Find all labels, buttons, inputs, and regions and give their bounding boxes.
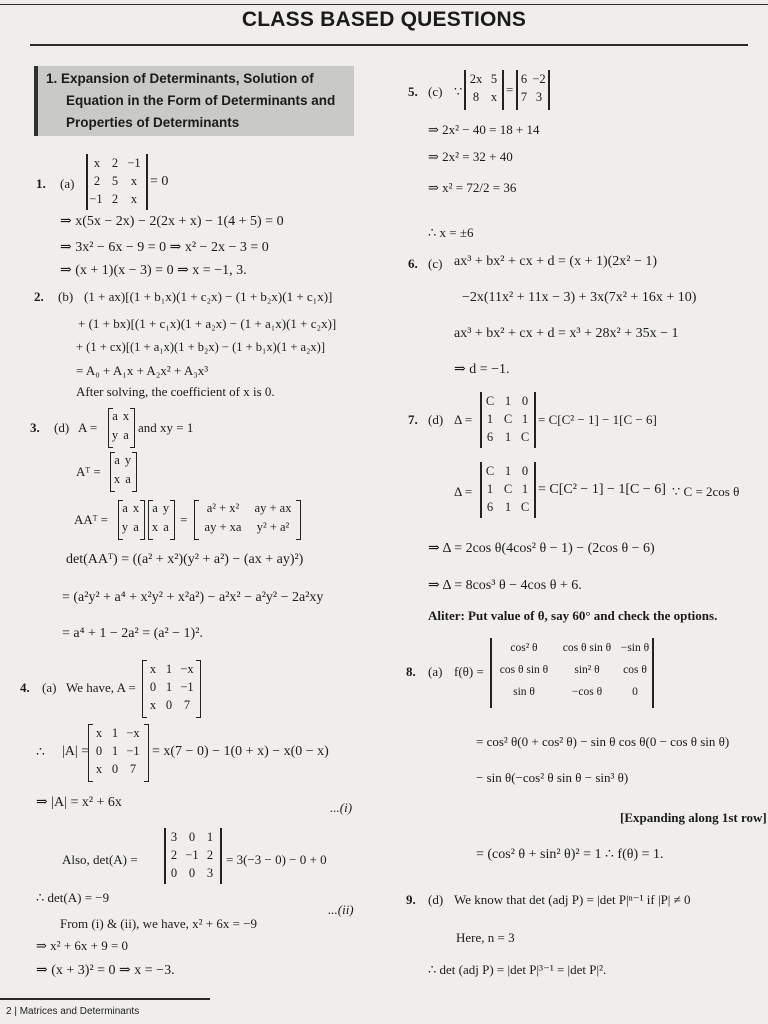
q4-a-cell: 0	[149, 680, 157, 694]
q4-a-bracket-right	[196, 660, 201, 718]
q8-line-1: = cos² θ(0 + cos² θ) − sin θ cos θ(0 − cos θ sin θ)	[476, 734, 730, 749]
q3-aat-m2-cell: a	[152, 501, 158, 515]
q5-line-2: ⇒ 2x² = 32 + 40	[428, 149, 513, 164]
q7-det2-cell: C	[520, 500, 530, 514]
q5-m2-cell: 3	[535, 90, 543, 104]
q8-cell: cos θ sin θ	[562, 642, 612, 654]
q7-line-2: ⇒ Δ = 8cos³ θ − 4cos θ + 6.	[428, 578, 582, 593]
q7-det1-cell: C	[503, 412, 513, 426]
page-footer: 2 | Matrices and Determinants	[6, 1006, 140, 1017]
q4-tag-ii: ...(ii)	[328, 902, 354, 917]
topic-line-1: 1. Expansion of Determinants, Solution of	[46, 71, 314, 86]
q7-det2-cell: 1	[486, 482, 494, 496]
q1-equals: = 0	[150, 174, 169, 189]
q1-step-3: ⇒ (x + 1)(x − 3) = 0 ⇒ x = −1, 3.	[60, 263, 247, 278]
q7-option: (d)	[428, 412, 444, 427]
q9-number: 9.	[406, 892, 416, 907]
q4-a-cell: 1	[165, 662, 173, 676]
q6-option: (c)	[428, 256, 443, 271]
q8-line-3: [Expanding along 1st row]	[620, 810, 767, 825]
q5-m1-right-bar	[502, 70, 504, 110]
q7-det2-cell: 6	[486, 500, 494, 514]
q7-line-1: ⇒ Δ = 2cos θ(4cos² θ − 1) − (2cos θ − 6)	[428, 541, 655, 556]
q7-det1-cell: 0	[521, 394, 529, 408]
q4-a-cell: −1	[180, 680, 194, 694]
q4-result: ⇒ |A| = x² + 6x	[36, 795, 122, 810]
q8-line-4: = (cos² θ + sin² θ)² = 1 ∴ f(θ) = 1.	[476, 847, 664, 862]
topic-heading-box	[34, 66, 354, 136]
q5-line-4: ∴ x = ±6	[428, 225, 474, 240]
q4-line-1: From (i) & (ii), we have, x² + 6x = −9	[60, 916, 258, 931]
q4-det2-cell: −1	[185, 848, 199, 862]
top-rule	[0, 4, 768, 5]
q7-det1-cell: C	[520, 430, 530, 444]
q1-cell: −1	[127, 156, 141, 170]
q4-a-cell: 7	[183, 698, 191, 712]
q6-number: 6.	[408, 256, 418, 271]
q7-expansion-2: = C[C² − 1] − 1[C − 6]	[538, 482, 666, 497]
q4-det2-cell: 3	[206, 866, 214, 880]
q3-aat-equals: =	[180, 512, 188, 527]
q9-line-2: Here, n = 3	[456, 930, 515, 945]
q3-aat-label: AAᵀ =	[74, 512, 109, 527]
q8-cell: cos² θ	[510, 642, 538, 654]
q7-det2-cell: 1	[504, 464, 512, 478]
q2-number: 2.	[34, 289, 44, 304]
q7-det2-cell: C	[503, 482, 513, 496]
q1-number: 1.	[36, 176, 46, 191]
q4-det-cell: −x	[126, 726, 140, 740]
footer-rule	[0, 998, 210, 1000]
q3-a-cell: y	[111, 428, 119, 442]
q5-line-3: ⇒ x² = 72/2 = 36	[428, 180, 517, 195]
q5-number: 5.	[408, 84, 418, 99]
q3-a-cell: a	[112, 409, 118, 423]
q4-det-cell: 1	[111, 744, 119, 758]
q7-det2-cell: 1	[521, 482, 529, 496]
q7-det1-cell: 1	[504, 394, 512, 408]
q3-aat-m2-cell: y	[162, 501, 170, 515]
q1-cell: x	[130, 192, 138, 206]
q8-cell: −sin θ	[620, 642, 650, 654]
q4-det-cell: 7	[129, 762, 137, 776]
page-title: CLASS BASED QUESTIONS	[241, 8, 527, 31]
q4-line-2: ⇒ x² + 6x + 9 = 0	[36, 938, 129, 953]
q4-a-cell: x	[149, 662, 157, 676]
q4-det2-cell: 1	[206, 830, 214, 844]
q2-line-4: = A₀ + A₁x + A₂x² + A₃x³	[76, 363, 209, 378]
q7-det2-cell: C	[485, 464, 495, 478]
q3-line-1: det(AAᵀ) = ((a² + x²)(y² + a²) − (ax + ay)²)	[66, 552, 304, 567]
q4-det-bracket-right	[144, 724, 149, 782]
q4-det-cell: 0	[95, 744, 103, 758]
q8-cell: 0	[632, 686, 638, 698]
q3-aat-result-cell: ay + ax	[254, 501, 292, 515]
q8-cell: −cos θ	[571, 686, 603, 698]
q4-intro: We have, A =	[66, 680, 136, 695]
q5-m1-cell: x	[490, 90, 498, 104]
q4-det2-cell: 2	[170, 848, 178, 862]
q3-number: 3.	[30, 420, 40, 435]
q6-line-2: −2x(11x² + 11x − 3) + 3x(7x² + 16x + 10)	[462, 290, 697, 305]
q2-line-2: + (1 + bx)[(1 + c₁x)(1 + a₂x) − (1 + a₁x)(1 + c₂x)]	[78, 316, 337, 331]
q7-number: 7.	[408, 412, 418, 427]
q8-line-2: − sin θ(−cos² θ sin θ − sin³ θ)	[476, 770, 629, 785]
q4-det-cell: −1	[126, 744, 140, 758]
q7-det1-cell: C	[485, 394, 495, 408]
q3-aat-m1-cell: x	[132, 501, 140, 515]
q8-label: f(θ) =	[454, 664, 484, 679]
q4-option: (a)	[42, 680, 57, 695]
q5-m1-cell: 8	[472, 90, 480, 104]
q2-option: (b)	[58, 289, 74, 304]
q1-cell: x	[93, 156, 101, 170]
q4-a-cell: x	[149, 698, 157, 712]
q2-line-3: + (1 + cx)[(1 + a₁x)(1 + b₂x) − (1 + b₁x)(1 + a₂x)]	[76, 340, 325, 354]
q8-cell: cos θ sin θ	[499, 664, 549, 676]
q1-cell: −1	[89, 192, 103, 206]
q7-delta-2: Δ =	[454, 484, 473, 499]
q1-cell: 5	[111, 174, 119, 188]
q7-det1-right-bar	[534, 392, 536, 448]
q3-aat-m1-cell: y	[121, 520, 129, 534]
q7-det2-right-bar	[534, 462, 536, 518]
q4-a-cell: 1	[165, 680, 173, 694]
q4-det2-right-bar	[220, 828, 222, 884]
q5-m2-cell: 7	[520, 90, 528, 104]
q4-det-cell: x	[95, 726, 103, 740]
q3-aat-m2-cell: x	[151, 520, 159, 534]
q1-step-2: ⇒ 3x² − 6x − 9 = 0 ⇒ x² − 2x − 3 = 0	[60, 240, 269, 255]
q3-a-cell: a	[123, 428, 129, 442]
q5-m2-right-bar	[548, 70, 550, 110]
q3-aat-result-cell: ay + xa	[204, 520, 242, 534]
q3-aat-m1-cell: a	[122, 501, 128, 515]
q3-option: (d)	[54, 420, 70, 435]
q3-a-cell: x	[122, 409, 130, 423]
q8-option: (a)	[428, 664, 443, 679]
q1-cell: x	[130, 174, 138, 188]
q7-det1-cell: 6	[486, 430, 494, 444]
q4-det-cell: 1	[111, 726, 119, 740]
q3-at-cell: y	[124, 453, 132, 467]
q3-condition: and xy = 1	[138, 420, 194, 435]
q8-cell: sin θ	[513, 686, 535, 698]
q1-cell: 2	[111, 156, 119, 170]
q3-at-cell: a	[114, 453, 120, 467]
q3-at-cell: a	[125, 472, 131, 486]
q7-aliter: Aliter: Put value of θ, say 60° and check the options.	[428, 608, 718, 623]
q4-therefore: ∴	[36, 745, 45, 760]
q5-m2-cell: −2	[532, 72, 546, 86]
q6-line-3: ax³ + bx² + cx + d = x³ + 28x² + 35x − 1	[454, 326, 679, 341]
q1-det-right-bar	[146, 154, 148, 210]
q4-det2-cell: 0	[170, 866, 178, 880]
q6-line-1: ax³ + bx² + cx + d = (x + 1)(2x² − 1)	[454, 254, 658, 269]
q7-det2-cell: 0	[521, 464, 529, 478]
q6-line-4: ⇒ d = −1.	[454, 362, 510, 377]
q4-det2-cell: 0	[188, 866, 196, 880]
q5-line-1: ⇒ 2x² − 40 = 18 + 14	[428, 122, 540, 137]
q8-cell: sin² θ	[574, 664, 600, 676]
q9-line-1: We know that det (adj P) = |det P|ⁿ⁻¹ if |P| ≠ 0	[454, 892, 691, 907]
q4-also-label: Also, det(A) =	[62, 852, 138, 867]
q4-det-result: ∴ det(A) = −9	[36, 890, 110, 905]
q8-number: 8.	[406, 664, 416, 679]
q1-option: (a)	[60, 176, 75, 191]
q4-det-cell: x	[95, 762, 103, 776]
q5-equals: =	[506, 82, 514, 97]
q3-aat-result-cell: y² + a²	[256, 520, 290, 534]
q5-m1-cell: 5	[490, 72, 498, 86]
q4-det2-cell: 2	[206, 848, 214, 862]
q8-det-right-bar	[652, 638, 654, 708]
topic-line-2: Equation in the Form of Determinants and	[66, 93, 336, 108]
q2-line-5: After solving, the coefficient of x is 0.	[76, 384, 275, 399]
q7-det1-cell: 1	[521, 412, 529, 426]
q4-det2-expansion: = 3(−3 − 0) − 0 + 0	[226, 852, 327, 867]
q4-line-3: ⇒ (x + 3)² = 0 ⇒ x = −3.	[36, 963, 175, 978]
topic-line-3: Properties of Determinants	[66, 115, 240, 130]
q3-at-label: Aᵀ =	[76, 464, 101, 479]
q5-m2-cell: 6	[520, 72, 528, 86]
q9-line-3: ∴ det (adj P) = |det P|³⁻¹ = |det P|².	[428, 962, 607, 977]
q3-at-cell: x	[113, 472, 121, 486]
q4-a-cell: 0	[165, 698, 173, 712]
q3-line-3: = a⁴ + 1 − 2a² = (a² − 1)².	[62, 626, 203, 641]
q1-step-1: ⇒ x(5x − 2x) − 2(2x + x) − 1(4 + 5) = 0	[60, 214, 284, 229]
q1-cell: 2	[111, 192, 119, 206]
q4-det-cell: 0	[111, 762, 119, 776]
q4-a-cell: −x	[180, 662, 194, 676]
q4-det2-cell: 0	[188, 830, 196, 844]
q3-a-label: A =	[78, 420, 98, 435]
q7-delta: Δ =	[454, 412, 473, 427]
q7-expansion-1: = C[C² − 1] − 1[C − 6]	[538, 412, 657, 427]
q3-aat-m2-cell: a	[163, 520, 169, 534]
q7-det1-cell: 1	[486, 412, 494, 426]
q7-condition: ∵ C = 2cos θ	[672, 484, 740, 499]
q5-since: ∵	[454, 84, 463, 99]
q5-m1-cell: 2x	[469, 72, 483, 86]
q5-option: (c)	[428, 84, 443, 99]
q9-option: (d)	[428, 892, 444, 907]
q3-aat-result-cell: a² + x²	[206, 501, 240, 515]
q4-expansion: = x(7 − 0) − 1(0 + x) − x(0 − x)	[152, 744, 329, 759]
q3-aat-m1-cell: a	[133, 520, 139, 534]
q4-tag-i: ...(i)	[330, 800, 353, 815]
q7-det1-cell: 1	[504, 430, 512, 444]
q8-cell: cos θ	[623, 664, 647, 676]
q4-det2-cell: 3	[170, 830, 178, 844]
q2-line-1: (1 + ax)[(1 + b₁x)(1 + c₂x) − (1 + b₂x)(1 + c₁x)]	[84, 289, 333, 304]
q1-cell: 2	[93, 174, 101, 188]
title-underline	[30, 44, 748, 46]
q4-det-label: |A| =	[62, 744, 90, 759]
q3-line-2: = (a²y² + a⁴ + x²y² + x²a²) − a²x² − a²y² − 2a²xy	[62, 590, 324, 605]
q4-number: 4.	[20, 680, 30, 695]
q7-det2-cell: 1	[504, 500, 512, 514]
